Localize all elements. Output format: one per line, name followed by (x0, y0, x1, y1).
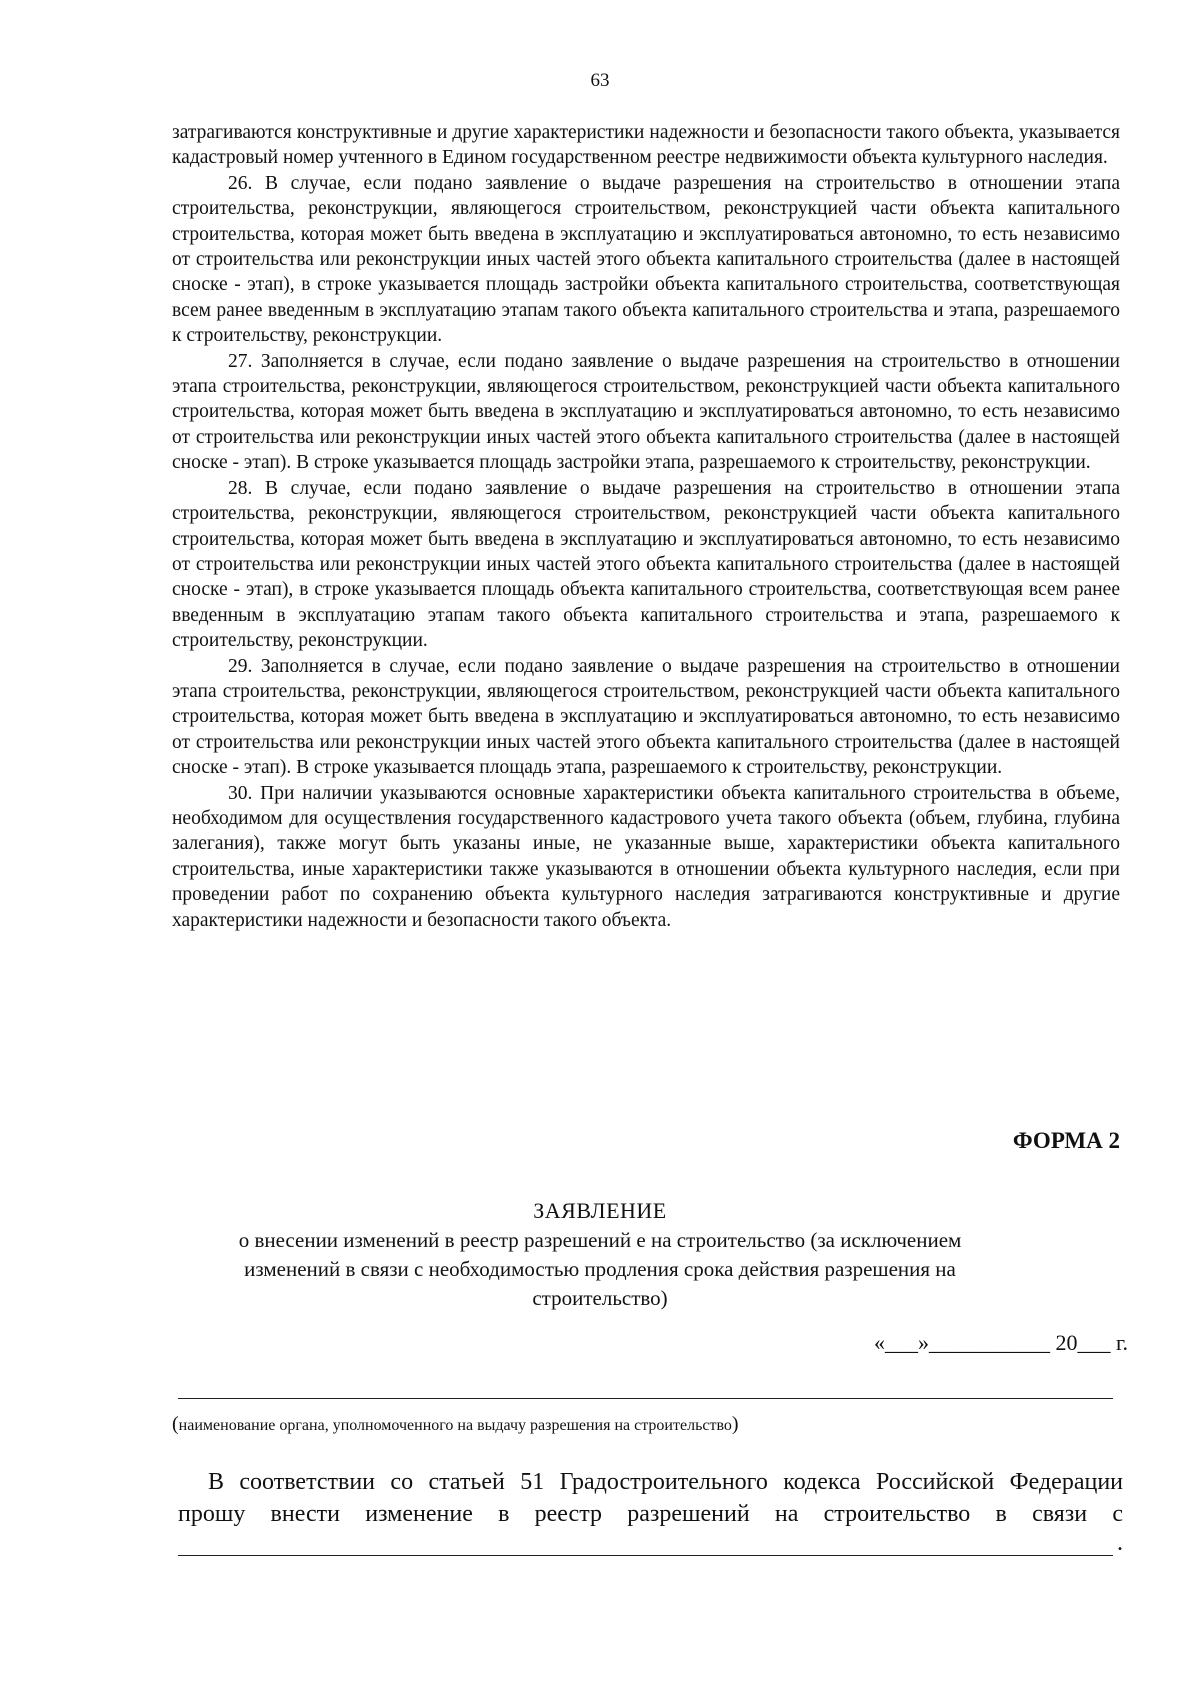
paren-close: ) (731, 1413, 739, 1435)
form-label: ФОРМА 2 (1012, 1128, 1120, 1153)
paragraph-continuation: затрагиваются конструктивные и другие характеристики надежности и безопасности такого объекта, указывается кадастровый номер учтенного в Едином государственном реестре недвижимости объекта культурного наследия. (172, 122, 1120, 169)
date-line: «___»___________ 20___ г. (873, 1330, 1128, 1355)
paragraph-29: 29. Заполняется в случае, если подано заявление о выдаче разрешения на строительство в отношении этапа строительства, реконструкции, являющегося строительством, реконструкцией части объекта капитального строительства, которая может быть введена в эксплуатацию и эксплуатироваться автономно, то есть независимо от строительства или реконструкции иных частей этого объекта капитального строительства (далее в настоящей сноске - этап). В строке указывается площадь этапа, разрешаемого к строительству, реконструкции. (172, 655, 1120, 779)
paragraph-28: 28. В случае, если подано заявление о выдаче разрешения на строительство в отношении этапа строительства, реконструкции, являющегося строительством, реконструкцией части объекта капитального строительства, которая может быть введена в эксплуатацию и эксплуатироваться автономно, то есть независимо от строительства или реконструкции иных частей этого объекта капитального строительства (далее в настоящей сноске - этап), в строке указывается площадь объекта капитального строительства, соответствующая всем ранее введенным в эксплуатацию этапам такого объекта капитального строительства и этапа, разрешаемого к строительству, реконструкции. (172, 477, 1120, 652)
request-text (178, 1466, 1123, 1530)
request-line-1: В соответствии со статьей 51 Градостроительного кодекса Российской Федерации (208, 1469, 1123, 1495)
paren-open: ( (172, 1413, 179, 1435)
paragraph-26: 26. В случае, если подано заявление о выдаче разрешения на строительство в отношении этапа строительства, реконструкции, являющегося строительством, реконструкцией части объекта капитального строительства, которая может быть введена в эксплуатацию и эксплуатироваться автономно, то есть независимо от строительства или реконструкции иных частей этого объекта капитального строительства (далее в настоящей сноске - этап), в строке указывается площадь застройки объекта капитального строительства, соответствующая всем ранее введенным в эксплуатацию этапам такого объекта капитального строительства и этапа, разрешаемого к строительству, реконструкции. (172, 172, 1120, 347)
request-line-2: прошу внести изменение в реестр разрешений на строительство в связи с (178, 1501, 1123, 1527)
form-subtitle: о внесении изменений в реестр разрешений е на строительство (за исключением изменений в связи с необходимостью продления срока действия разрешения на строительство) (238, 1228, 962, 1310)
footnotes-body (172, 120, 1120, 933)
request-end-period: . (1117, 1530, 1123, 1556)
authority-caption (172, 1413, 739, 1436)
authority-blank-line (178, 1398, 1113, 1399)
authority-caption-text: наименование органа, уполномоченного на выдачу разрешения на строительство (178, 1417, 732, 1434)
page-number: 63 (590, 70, 610, 91)
form-title: ЗАЯВЛЕНИЕ (533, 1198, 667, 1223)
reason-blank-line (178, 1555, 1113, 1556)
paragraph-30: 30. При наличии указываются основные характеристики объекта капитального строительства в объеме, необходимом для осуществления государственного кадастрового учета такого объекта (объем, глубина, глубина залегания), также могут быть указаны иные, не указанные выше, характеристики объекта капитального строительства, иные характеристики также указываются в отношении объекта культурного наследия, если при проведении работ по сохранению объекта культурного наследия затрагиваются конструктивные и другие характеристики надежности и безопасности такого объекта. (172, 782, 1120, 931)
paragraph-27: 27. Заполняется в случае, если подано заявление о выдаче разрешения на строительство в отношении этапа строительства, реконструкции, являющегося строительством, реконструкцией части объекта капитального строительства, которая может быть введена в эксплуатацию и эксплуатироваться автономно, то есть независимо от строительства или реконструкции иных частей этого объекта капитального строительства (далее в настоящей сноске - этап). В строке указывается площадь застройки этапа, разрешаемого к строительству, реконструкции. (172, 350, 1120, 474)
